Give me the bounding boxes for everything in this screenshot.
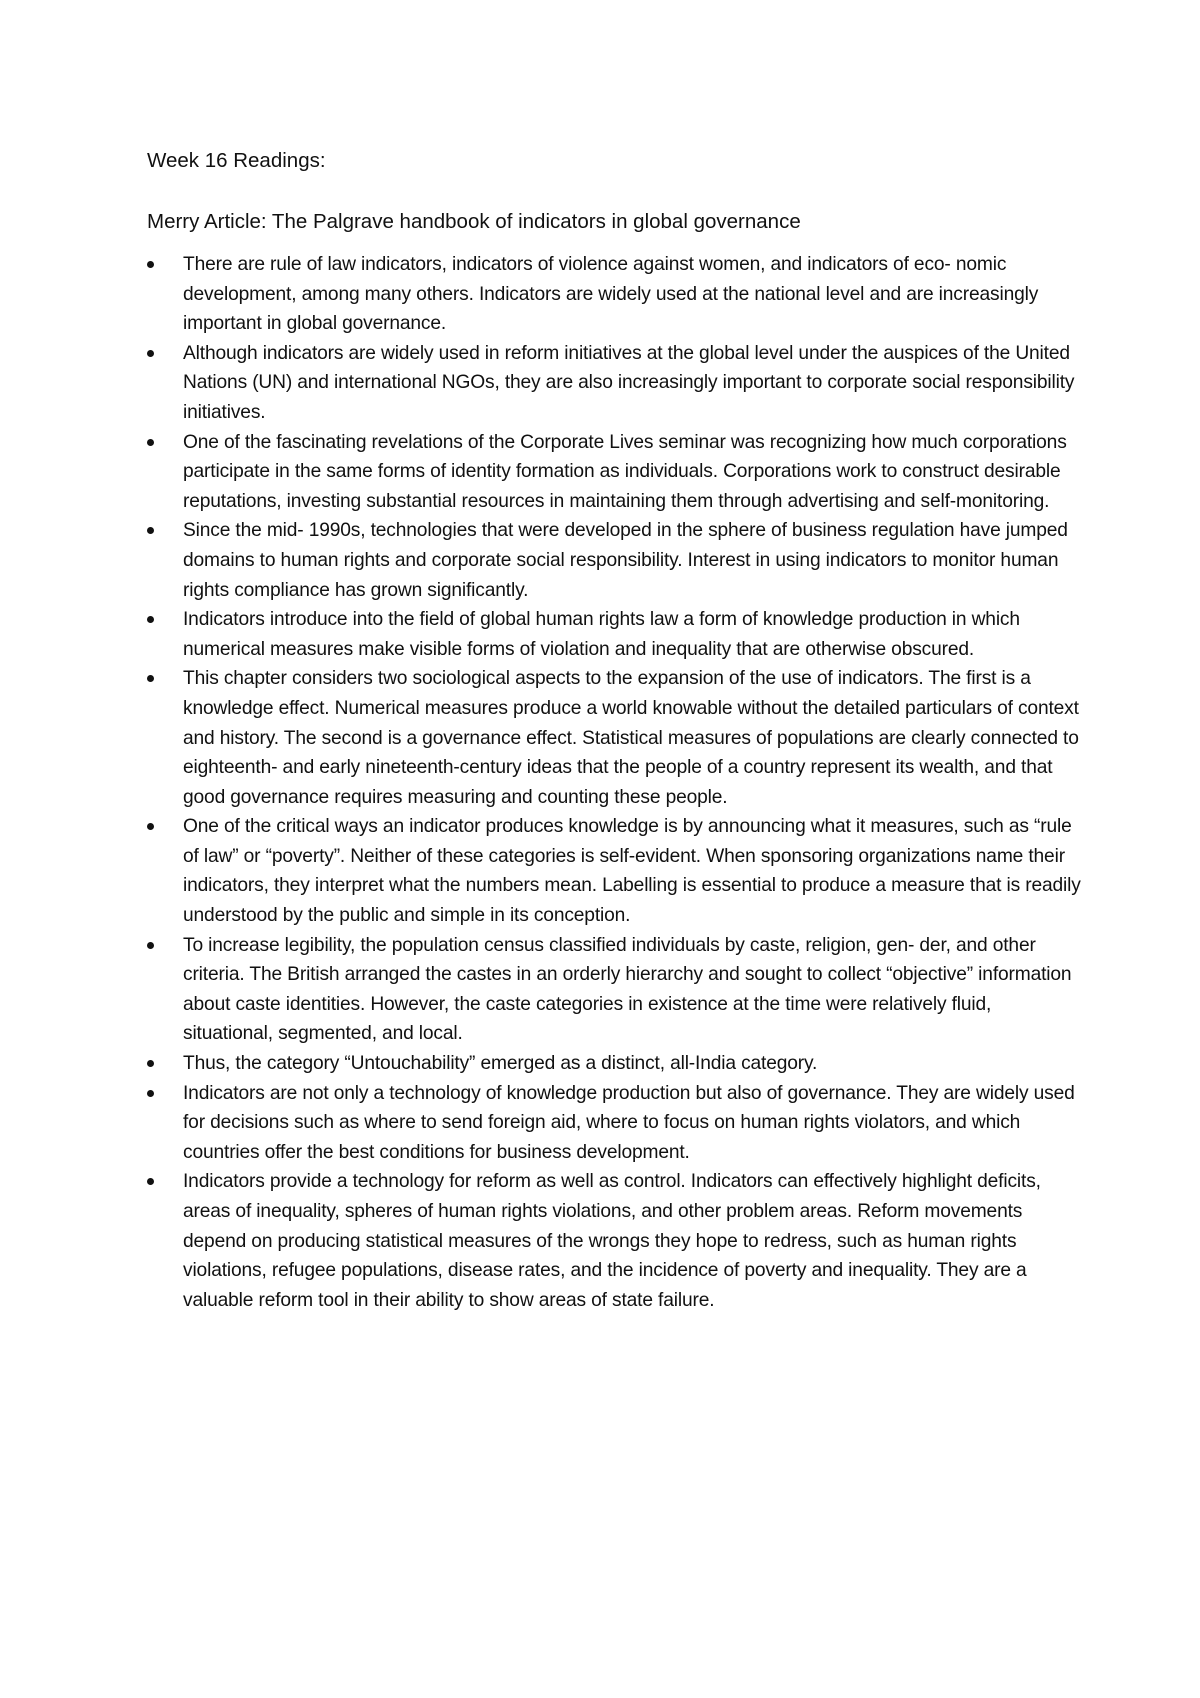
bullet-icon bbox=[147, 823, 154, 830]
bullet-list bbox=[147, 250, 1082, 1315]
article-title: Merry Article: The Palgrave handbook of indicators in global governance bbox=[147, 210, 801, 233]
document-content bbox=[147, 146, 1082, 1315]
bullet-item bbox=[147, 1167, 1082, 1315]
bullet-item bbox=[147, 250, 1082, 339]
bullet-icon bbox=[147, 527, 154, 534]
bullet-text: There are rule of law indicators, indicators of violence against women, and indicators of eco- nomic development, among many others. Indicators are widely used at the national level and are increasingly important in global governance. bbox=[183, 254, 1039, 335]
bullet-item bbox=[147, 664, 1082, 812]
bullet-item bbox=[147, 931, 1082, 1049]
bullet-icon bbox=[147, 942, 154, 949]
bullet-item bbox=[147, 428, 1082, 517]
bullet-text: Indicators provide a technology for reform as well as control. Indicators can effectively highlight deficits, areas of inequality, spheres of human rights violations, and other problem areas. Reform movements depend on producing statistical measures of the wrongs they hope to redress, such as human rights violations, refugee populations, disease rates, and the incidence of poverty and inequality. They are a valuable reform tool in their ability to show areas of state failure. bbox=[183, 1171, 1041, 1311]
bullet-icon bbox=[147, 439, 154, 446]
bullet-icon bbox=[147, 350, 154, 357]
bullet-text: Thus, the category “Untouchability” emerged as a distinct, all-India category. bbox=[183, 1053, 818, 1075]
bullet-item bbox=[147, 339, 1082, 428]
bullet-icon bbox=[147, 616, 154, 623]
bullet-text: Indicators are not only a technology of knowledge production but also of governance. They are widely used for decisions such as where to send foreign aid, where to focus on human rights violators, and which countries offer the best conditions for business development. bbox=[183, 1082, 1075, 1163]
bullet-text: Although indicators are widely used in reform initiatives at the global level under the auspices of the United Nations (UN) and international NGOs, they are also increasingly important to corporate social responsibility initiatives. bbox=[183, 342, 1075, 423]
bullet-item bbox=[147, 1049, 1082, 1079]
bullet-item bbox=[147, 1079, 1082, 1168]
bullet-icon bbox=[147, 1060, 154, 1067]
bullet-text: Since the mid- 1990s, technologies that were developed in the sphere of business regulation have jumped domains to human rights and corporate social responsibility. Interest in using indicators to monitor human rights compliance has grown significantly. bbox=[183, 520, 1068, 601]
bullet-icon bbox=[147, 261, 154, 268]
week-title: Week 16 Readings: bbox=[147, 149, 326, 172]
bullet-icon bbox=[147, 1090, 154, 1097]
bullet-text: Indicators introduce into the field of global human rights law a form of knowledge production in which numerical measures make visible forms of violation and inequality that are otherwise obscured. bbox=[183, 609, 1020, 660]
bullet-text: One of the fascinating revelations of the Corporate Lives seminar was recognizing how much corporations participate in the same forms of identity formation as individuals. Corporations work to construct desirable reputations, investing substantial resources in maintaining them through advertising and self-monitoring. bbox=[183, 431, 1067, 512]
bullet-text: This chapter considers two sociological aspects to the expansion of the use of indicators. The first is a knowledge effect. Numerical measures produce a world knowable without the detailed particulars of context and history. The second is a governance effect. Statistical measures of populations are clearly connected to eighteenth- and early nineteenth-century ideas that the people of a country represent its wealth, and that good governance requires measuring and counting these people. bbox=[183, 668, 1079, 808]
bullet-item bbox=[147, 605, 1082, 664]
bullet-item bbox=[147, 812, 1082, 930]
bullet-item bbox=[147, 516, 1082, 605]
bullet-icon bbox=[147, 1178, 154, 1185]
bullet-text: To increase legibility, the population census classified individuals by caste, religion, gen- der, and other criteria. The British arranged the castes in an orderly hierarchy and sought to collect “objective” information about caste identities. However, the caste categories in existence at the time were relatively fluid, situational, segmented, and local. bbox=[183, 934, 1072, 1045]
bullet-icon bbox=[147, 675, 154, 682]
bullet-text: One of the critical ways an indicator produces knowledge is by announcing what it measures, such as “rule of law” or “poverty”. Neither of these categories is self-evident. When sponsoring organizations name their indicators, they interpret what the numbers mean. Labelling is essential to produce a measure that is readily understood by the public and simple in its conception. bbox=[183, 816, 1081, 927]
